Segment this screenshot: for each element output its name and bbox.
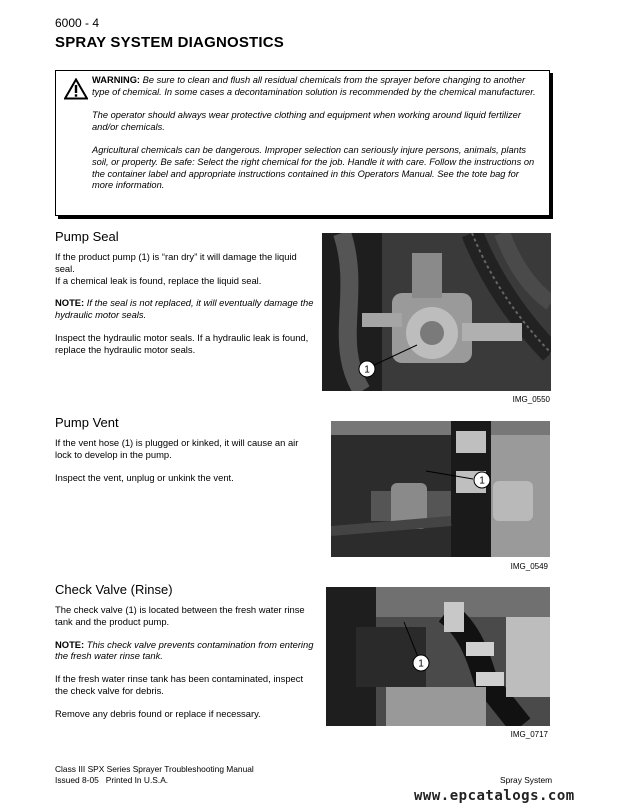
page-number: 6000 - 4 [55,16,100,30]
page-title: SPRAY SYSTEM DIAGNOSTICS [55,34,285,51]
footer-manual-title: Class III SPX Series Sprayer Troubleshooting Manual [55,764,254,774]
pump-vent-heading: Pump Vent [55,415,119,430]
pump-seal-callout: 1 [364,364,370,376]
check-valve-caption: IMG_0717 [510,730,548,739]
check-valve-p2: If the fresh water rinse tank has been contaminated, inspect the check valve for debris. [55,673,304,696]
warning-text [92,75,542,204]
watermark: www.epcatalogs.com [414,788,575,804]
footer-left [55,764,254,785]
pump-vent-p2: Inspect the vent, unplug or unkink the vent. [55,471,234,483]
pump-vent-p1: If the vent hose (1) is plugged or kinked, it will cause an air lock to develop in the pump. [55,437,299,460]
check-valve-p1: The check valve (1) is located between the fresh water rinse tank and the product pump. [55,604,305,627]
pump-seal-p1: If the product pump (1) is “ran dry” it will damage the liquid seal. [55,251,297,274]
pump-vent-text [55,437,317,494]
pump-seal-p3: Inspect the hydraulic motor seals. If a hydraulic leak is found, replace the hydraulic motor seals. [55,331,309,355]
pump-vent-photo [331,421,550,557]
pump-seal-photo [322,233,551,391]
warning-paragraph-3: Agricultural chemicals can be dangerous. Improper selection can seriously injure persons, animals, plants soil, or property. Be safe: Select the right chemical for the job. Handle it with care. Follow the instructions on the container label and appropriate instructions contained in this Operators Manual. See the tote bag for more information. [92,145,535,191]
check-valve-p3: Remove any debris found or replace if necessary. [55,707,261,719]
pump-seal-text [55,251,317,367]
pump-seal-note: NOTE: If the seal is not replaced, it will eventually damage the hydraulic motor seals. [55,297,314,321]
check-valve-callout: 1 [418,658,424,670]
warning-box [55,70,550,216]
pump-vent-callout: 1 [479,475,485,487]
check-valve-text [55,604,317,731]
warning-paragraph-1: WARNING: Be sure to clean and flush all residual chemicals from the sprayer before changing to another type of chemical. In some cases a decontamination solution is recommended by the chemical manufacturer. [92,75,536,97]
warning-label: WARNING: [92,75,141,85]
check-valve-photo [326,587,550,726]
pump-vent-caption: IMG_0549 [510,562,548,571]
warning-triangle-icon [64,78,88,100]
warning-paragraph-2: The operator should always wear protective clothing and equipment when working around liquid fertilizer and/or chemicals. [92,110,521,132]
check-valve-heading: Check Valve (Rinse) [55,582,173,597]
pump-seal-p2: If a chemical leak is found, replace the liquid seal. [55,274,262,286]
pump-seal-caption: IMG_0550 [512,395,550,404]
footer-section: Spray System [500,775,553,785]
check-valve-note: NOTE: This check valve prevents contamination from entering the fresh water rinse tank. [55,638,314,662]
pump-seal-heading: Pump Seal [55,229,119,244]
footer-issue: Issued 8-05 Printed In U.S.A. [55,774,169,785]
